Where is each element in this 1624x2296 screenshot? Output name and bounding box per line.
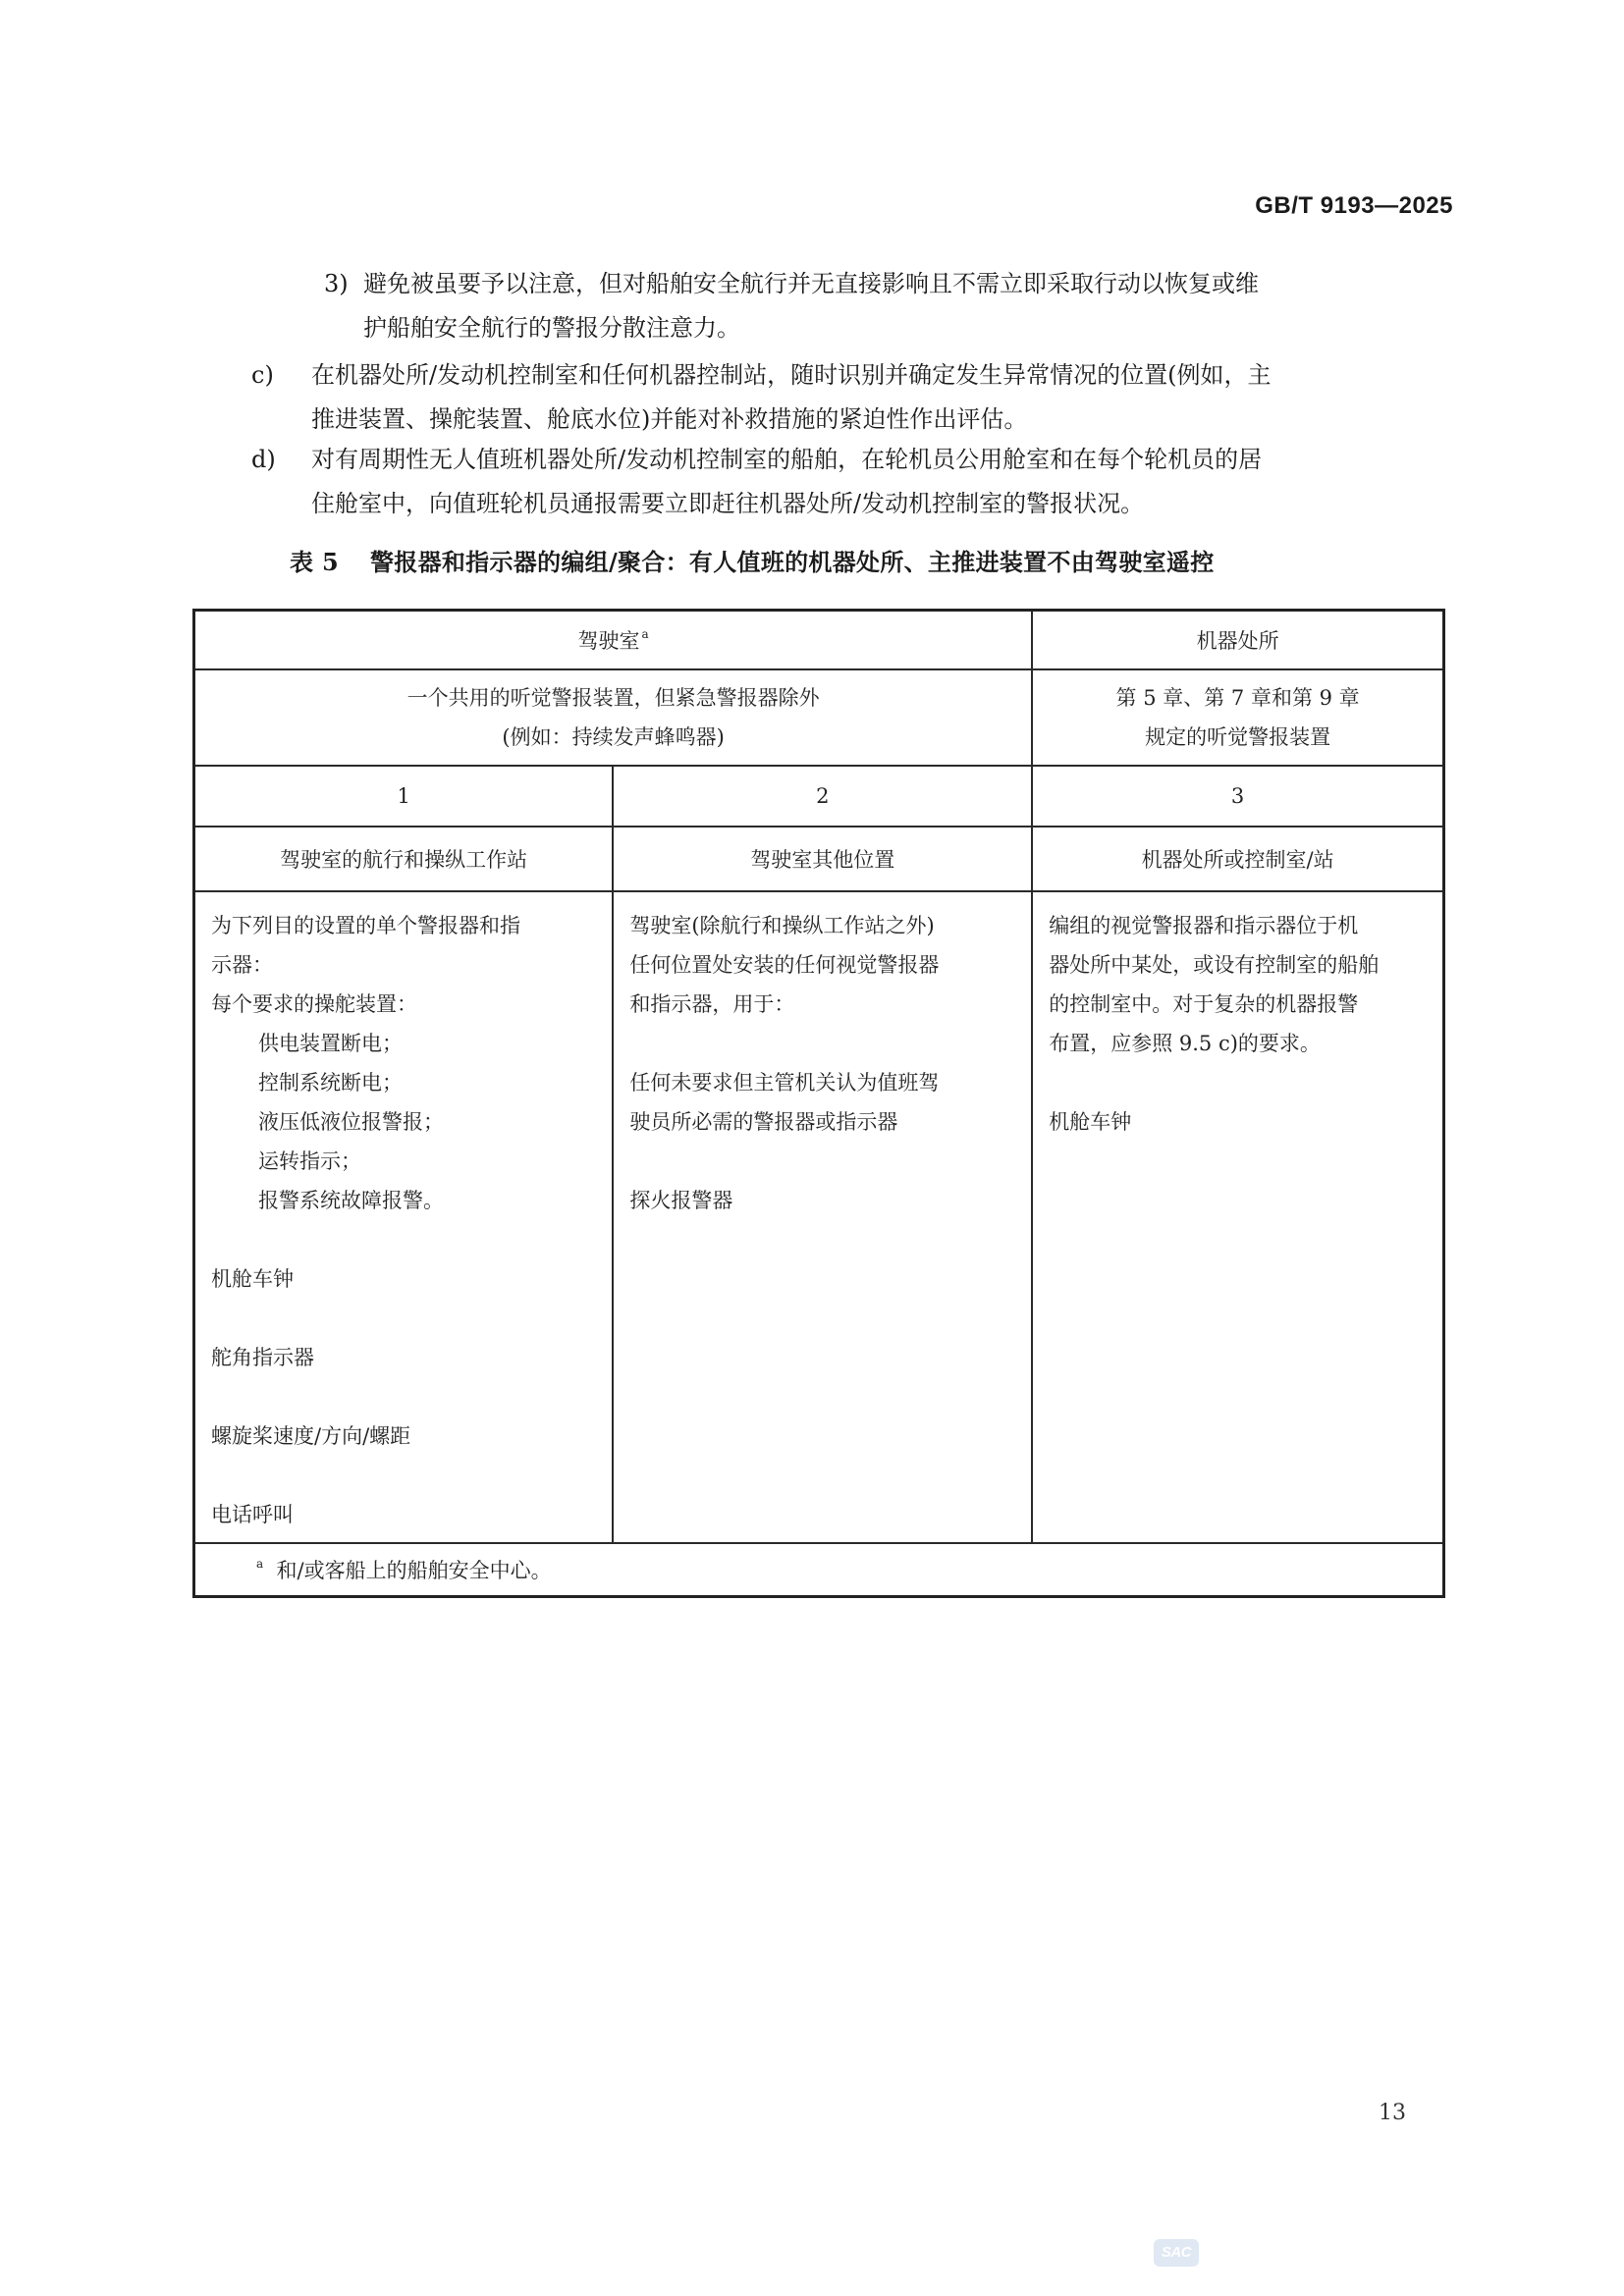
list-item-line: 在机器处所/发动机控制室和任何机器控制站，随时识别并确定发生异常情况的位置(例如，主 <box>311 361 1272 389</box>
cell-line: 探火报警器 <box>629 1188 733 1212</box>
list-marker: 3) <box>324 270 349 297</box>
column-title: 机器处所或控制室/站 <box>1032 827 1443 891</box>
list-item-3 <box>324 262 1259 350</box>
cell-line: 舵角指示器 <box>211 1345 314 1369</box>
audible-bridge-line: 一个共用的听觉警报装置，但紧急警报器除外 <box>406 685 820 710</box>
cell-line: 任何位置处安装的任何视觉警报器 <box>629 952 940 977</box>
audible-engine <box>1032 669 1443 766</box>
cell-line: 和指示器，用于： <box>629 991 795 1016</box>
column-number: 1 <box>194 766 614 827</box>
list-item-d <box>251 438 1263 526</box>
cell-line: 每个要求的操舵装置： <box>211 991 417 1016</box>
header-engine: 机器处所 <box>1032 611 1443 669</box>
cell-line: 机舱车钟 <box>1049 1109 1132 1134</box>
column-title: 驾驶室其他位置 <box>613 827 1032 891</box>
cell-line: 示器： <box>211 952 273 977</box>
cell-line: 报警系统故障报警。 <box>258 1188 444 1212</box>
bridge-other-cell <box>613 891 1032 1543</box>
cell-line: 任何未要求但主管机关认为值班驾 <box>629 1070 940 1095</box>
cell-line: 的控制室中。对于复杂的机器报警 <box>1049 991 1359 1016</box>
column-title: 驾驶室的航行和操纵工作站 <box>194 827 614 891</box>
footnote-text: 和/或客船上的船舶安全中心。 <box>276 1558 552 1582</box>
column-number: 2 <box>613 766 1032 827</box>
sac-watermark-logo: SAC <box>1154 2239 1199 2267</box>
audible-bridge <box>194 669 1033 766</box>
cell-line: 运转指示； <box>258 1148 361 1173</box>
table-footnote <box>194 1543 1444 1597</box>
table-row <box>194 766 1444 827</box>
table-row <box>194 669 1444 766</box>
table-number: 表 5 <box>290 548 339 576</box>
audible-engine-line: 规定的听觉警报装置 <box>1145 724 1331 749</box>
table-row <box>194 827 1444 891</box>
list-marker: c) <box>251 361 274 389</box>
page-number: 13 <box>1379 2101 1406 2125</box>
cell-line: 驶员所必需的警报器或指示器 <box>629 1109 898 1134</box>
list-item-c <box>251 353 1272 442</box>
audible-engine-line: 第 5 章、第 7 章和第 9 章 <box>1115 685 1360 710</box>
list-item-line: 对有周期性无人值班机器处所/发动机控制室的船舶，在轮机员公用舱室和在每个轮机员的居 <box>311 446 1263 473</box>
standard-code: GB/T 9193—2025 <box>1255 192 1453 219</box>
list-item-line: 护船舶安全航行的警报分散注意力。 <box>363 314 740 342</box>
header-bridge <box>194 611 1033 669</box>
table-caption <box>290 543 1215 577</box>
header-bridge-label: 驾驶室 <box>577 628 640 653</box>
cell-line: 控制系统断电； <box>258 1070 403 1095</box>
footnote-mark: a <box>256 1556 264 1571</box>
list-marker: d) <box>251 446 276 473</box>
engine-room-cell <box>1032 891 1443 1543</box>
list-item-line: 住舱室中，向值班轮机员通报需要立即赶往机器处所/发动机控制室的警报状况。 <box>311 490 1145 517</box>
footnote-mark: a <box>641 626 649 641</box>
cell-line: 布置，应参照 9.5 c)的要求。 <box>1049 1031 1321 1055</box>
list-item-line: 推进装置、操舵装置、舱底水位)并能对补救措施的紧迫性作出评估。 <box>311 405 1028 433</box>
list-item-line: 避免被虽要予以注意，但对船舶安全航行并无直接影响且不需立即采取行动以恢复或维 <box>363 270 1259 297</box>
audible-bridge-line: (例如：持续发声蜂鸣器) <box>502 724 725 749</box>
cell-line: 液压低液位报警报； <box>258 1109 444 1134</box>
alarm-grouping-table <box>192 609 1445 1598</box>
table-row <box>194 891 1444 1543</box>
cell-line: 编组的视觉警报器和指示器位于机 <box>1049 913 1359 937</box>
cell-line: 螺旋桨速度/方向/螺距 <box>211 1423 411 1448</box>
bridge-nav-station-cell <box>194 891 614 1543</box>
table-title: 警报器和指示器的编组/聚合：有人值班的机器处所、主推进装置不由驾驶室遥控 <box>369 548 1215 576</box>
cell-line: 供电装置断电； <box>258 1031 403 1055</box>
cell-line: 驾驶室(除航行和操纵工作站之外) <box>629 913 935 937</box>
table-row <box>194 611 1444 669</box>
cell-line: 电话呼叫 <box>211 1502 294 1526</box>
cell-line: 为下列目的设置的单个警报器和指 <box>211 913 520 937</box>
column-number: 3 <box>1032 766 1443 827</box>
cell-line: 机舱车钟 <box>211 1266 294 1291</box>
table-row <box>194 1543 1444 1597</box>
cell-line: 器处所中某处，或设有控制室的船舶 <box>1049 952 1380 977</box>
